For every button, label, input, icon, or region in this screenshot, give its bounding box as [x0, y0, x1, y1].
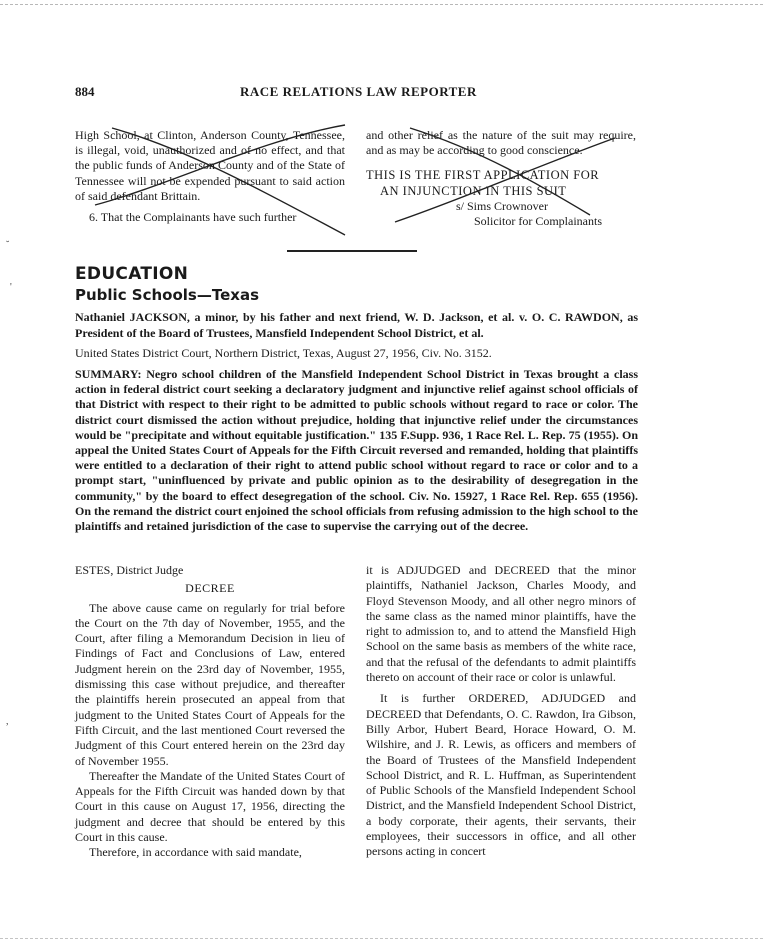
margin-mark: ,	[6, 716, 9, 727]
section-subtitle: Public Schools—Texas	[75, 286, 259, 304]
bottom-scan-edge	[0, 938, 763, 939]
decree-paragraph: Thereafter the Mandate of the United States Court of Appeals for the Fifth Circuit was handed down by that Court in this cause on August 17, 1956, directing the judgment and decree that should be entered by this Court in this cause.	[75, 768, 345, 845]
decree-right-column	[366, 563, 636, 860]
decree-paragraph: The above cause came on regularly for trial before the Court on the 7th day of November, 1955, and the Court, after filing a Memorandum Decision in lieu of Findings of Fact and Conclusions of Law, entered Judgment herein on the 23rd day of November, 1955, dismissing this case without prejudice, and thereafter the plaintiffs herein prosecuted an appeal from that judgment to the United States Court of Appeals for the Fifth Circuit, and the last mentioned Court reversed the Judgment of this Court entered herein on the 23rd day of November 1955.	[75, 600, 345, 768]
section-separator	[287, 250, 417, 252]
case-caption: Nathaniel JACKSON, a minor, by his father and next friend, W. D. Jackson, et al. v. O. C. RAWDON, as President of the Board of Trustees, Mansfield Independent School District, et al.	[75, 310, 638, 340]
decree-paragraph: it is ADJUDGED and DECREED that the minor plaintiffs, Nathaniel Jackson, Charles Moody, and Floyd Stevenson Moody, and all other negro minors of the same class as the named minor plaintiffs, have the right to admission to, and to attend the Mansfield High School on the same basis as members of the white race, and that the refusal of the defendants to admit plaintiffs thereto on account of their race or color is unlawful.	[366, 563, 636, 685]
margin-mark: '	[10, 282, 12, 293]
margin-mark: ˘	[6, 240, 10, 251]
page-number: 884	[75, 84, 95, 99]
decree-paragraph: Therefore, in accordance with said mandate,	[89, 845, 302, 860]
injunction-line: AN INJUNCTION IN THIS SUIT	[380, 183, 567, 198]
signature-title: Solicitor for Complainants	[474, 214, 602, 229]
first-application-line: THIS IS THE FIRST APPLICATION FOR	[366, 168, 600, 183]
top-scan-edge	[0, 4, 763, 5]
case-summary: SUMMARY: Negro school children of the Mansfield Independent School District in Texas brought a class action in federal district court seeking a declaratory judgment and injunctive relief against school officials of that District with respect to their right to be admitted to public schools without regard to race or color. The district court dismissed the action without prejudice, holding that injunctive relief under the circumstances would be "precipitate and without equitable justification." 135 F.Supp. 936, 1 Race Rel. L. Rep. 75 (1955). On appeal the United States Court of Appeals for the Fifth Circuit reversed and remanded, holding that plaintiffs were entitled to a declaration of their right to attend public school without regard to race or color and to a prompt start, "uninfluenced by private and public opinion as to the desirability of desegregation in the community," by the board to effect desegregation of the school. Civ. No. 15927, 1 Race Rel. Rep. 655 (1956). On the remand the district court enjoined the school officials from refusing admission to the high school to the plaintiffs and retained jurisdiction of the case to supervise the carrying out of the decree.	[75, 367, 638, 534]
signature: s/ Sims Crownover	[456, 198, 549, 213]
running-head: RACE RELATIONS LAW REPORTER	[240, 84, 477, 99]
decree-paragraph: It is further ORDERED, ADJUDGED and DECREED that Defendants, O. C. Rawdon, Ira Gibson, Billy Arbor, Hubert Beard, Horace Howard, O. M. Wilshire, and J. R. Lewis, as officers and members of the Board of Trustees of the Mansfield Independent School District, and R. L. Huffman, as Superintendent of Public Schools of the Mansfield Independent School District, and the Mansfield Independent School District, a body corporate, their agents, their servants, their employees, their successors in office, and all other persons acting in concert	[366, 691, 636, 859]
judge-name: ESTES, District Judge	[75, 563, 184, 577]
prior-case-relief-text: and other relief as the nature of the suit may require, and as may be according to good conscience.	[366, 128, 636, 158]
prior-case-paragraph: 6. That the Complainants have such further	[89, 210, 297, 225]
prior-case-paragraph: High School, at Clinton, Anderson County, Tennessee, is illegal, void, unauthorized and of no effect, and that the public funds of Anderson County and of the State of Tennessee will not be expended pursuant to said action of said defendant Brittain.	[75, 128, 345, 203]
decree-heading: DECREE	[185, 581, 235, 596]
court-line: United States District Court, Northern District, Texas, August 27, 1956, Civ. No. 3152.	[75, 346, 492, 360]
section-title: EDUCATION	[75, 264, 189, 284]
decree-left-column	[75, 563, 345, 861]
prior-case-left-column	[75, 128, 345, 231]
prior-case-right-column	[366, 128, 636, 229]
